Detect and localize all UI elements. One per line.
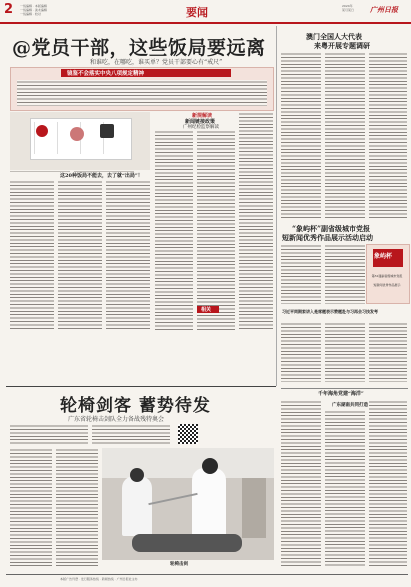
rules-box: 镜鉴不会落实中央八项规定精神	[10, 67, 274, 111]
main-subtitle: 和谁吃，在哪吃，谁买单？党员干部要心有“戒尺”	[90, 59, 223, 66]
page-number: 2	[4, 2, 14, 17]
right-bottom-sub: 广东湖南共同打造	[332, 403, 368, 408]
footer-text: 本版广告刊登 · 发行服务热线 · 新闻热线 · 广州日报社主办	[60, 577, 138, 581]
fencing-photo	[102, 448, 274, 560]
right-title-2: 来粤开展专题调研	[314, 41, 370, 50]
ad-subtitle-2: 短新闻优秀作品展示	[373, 283, 401, 287]
photo-caption: 这20种饭局不能去，去了就“出局”！	[60, 173, 143, 179]
page-header	[0, 0, 411, 28]
section-title: 要闻	[186, 6, 208, 19]
header-rule	[0, 22, 411, 24]
ad-title: 象屿杯	[374, 253, 393, 260]
lower-headline: 轮椅剑客 蓄势待发	[60, 396, 211, 416]
lower-subtitle: 广东省轮椅击剑队全力备战残特奥会	[68, 416, 165, 423]
side-title: 新闻链接政策	[185, 119, 216, 125]
main-headline: @党员干部，这些饭局要远离	[12, 37, 266, 59]
right-title-3: “象屿杯”副省级城市党报	[292, 224, 371, 233]
qr-code	[178, 424, 198, 444]
photo-table	[10, 112, 150, 170]
masthead-logo: 广州日报	[370, 5, 398, 14]
side-title-2: 广州纪检监察解读	[183, 125, 219, 130]
photo-caption-lower: 轮椅击剑	[170, 562, 188, 567]
ad-subtitle: 第31届副省级城市党报	[371, 274, 403, 278]
right-bottom-title-3: 千年海角党建“海洋”	[318, 391, 364, 397]
right-bottom-title: 习近平同期家讲入是席题表示赞题赴与习再会习技发考	[282, 309, 378, 314]
header-date: 2024年 某月某日	[342, 4, 355, 12]
right-title-1: 澳门全国人大代表	[306, 32, 362, 41]
side-kicker: 新规解读	[192, 113, 213, 119]
editor-credits: 一线编辑 · 本版编辑 一线编辑 · 美术编辑 一线编辑 · 校对	[20, 4, 47, 16]
right-title-4: 短新闻优秀作品展示活动启动	[282, 233, 373, 242]
